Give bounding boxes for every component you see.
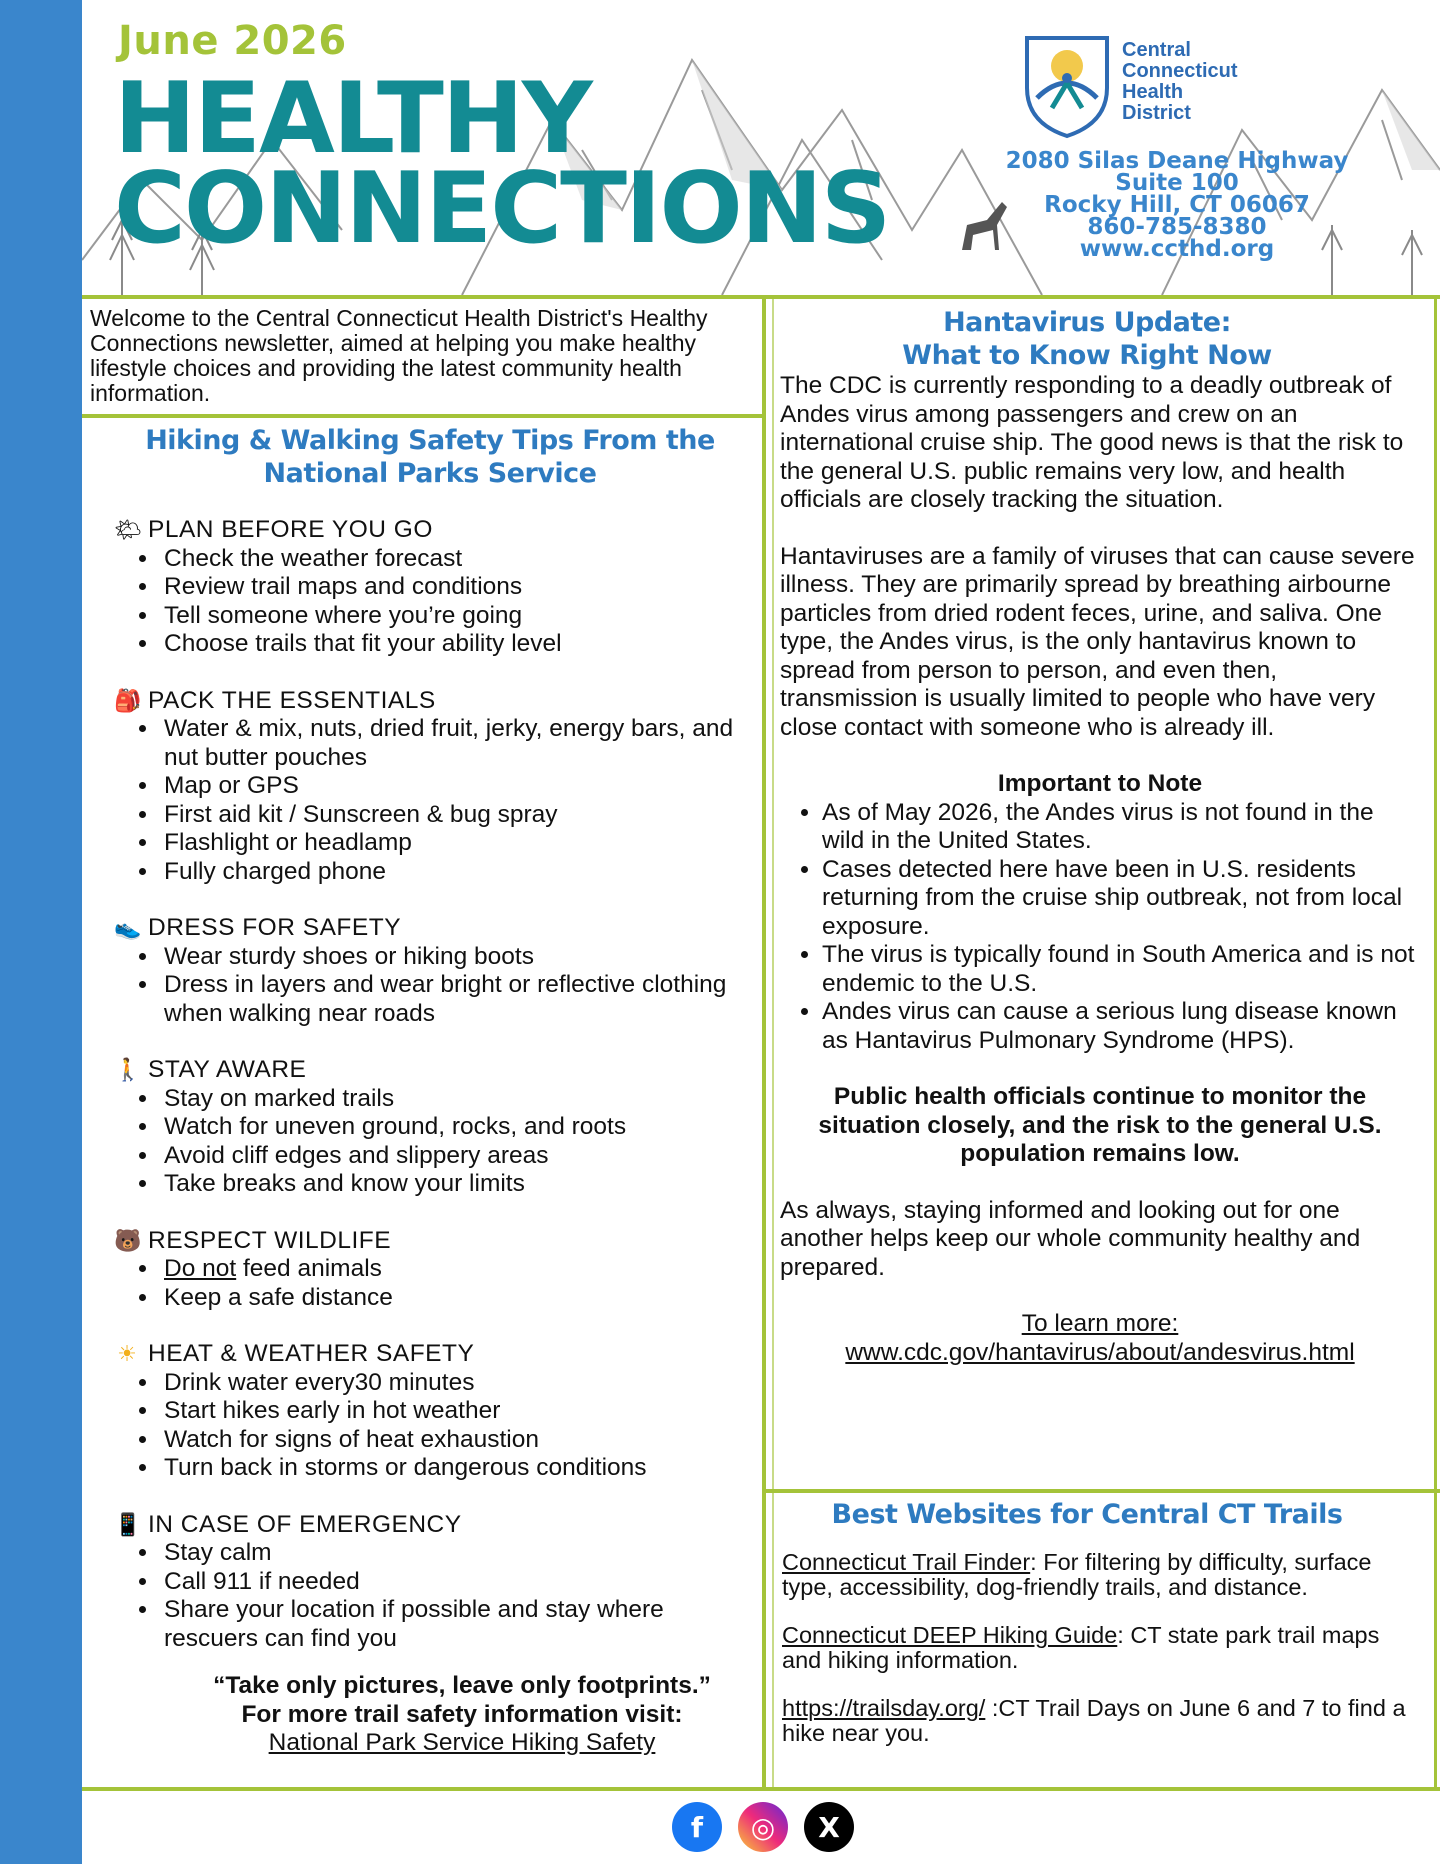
list-item: • Tell someone where you’re going <box>160 602 754 631</box>
hantavirus-title-line1: Hantavirus Update: <box>943 307 1231 338</box>
learn-more <box>780 1310 1420 1367</box>
phone-number: 860-785-8380 <box>1087 214 1267 240</box>
list-item-text: feed animals <box>243 1255 382 1282</box>
list-item: • First aid kit / Sunscreen & bug spray <box>160 801 754 830</box>
org-line: Central <box>1122 39 1191 61</box>
list-item: • Stay on marked trails <box>160 1085 754 1114</box>
list-item: • Dress in layers and wear bright or reflective clothing when walking near roads <box>160 971 754 1028</box>
list-item: • Review trail maps and conditions <box>160 573 754 602</box>
article-paragraph: The CDC is currently responding to a deadly outbreak of Andes virus among passengers and crew on an international cruise ship. The good news is that the risk to the general U.S. public remains very low, and health officials are closely tracking the situation. <box>780 372 1404 513</box>
masthead-title-line2: CONNECTIONS <box>114 152 890 266</box>
org-line: District <box>1122 102 1191 124</box>
nps-hiking-safety-link[interactable]: National Park Service Hiking Safety <box>268 1729 656 1756</box>
issue-month: June 2026 <box>118 18 347 64</box>
tip-group-heat <box>114 1340 754 1483</box>
tip-group-title: PACK THE ESSENTIALS <box>148 686 436 714</box>
x-glyph: X <box>818 1810 840 1844</box>
tip-group-title: IN CASE OF EMERGENCY <box>148 1510 462 1538</box>
website-description: :CT Trail Days on June 6 and 7 to find a hike near you. <box>782 1695 1406 1746</box>
trail-quote: “Take only pictures, leave only footprints.” <box>213 1672 711 1699</box>
tip-group-plan <box>114 516 754 659</box>
list-item: • Drink water every30 minutes <box>160 1369 754 1398</box>
website-description: : For filtering by difficulty, surface type, accessibility, dog-friendly trails, and distance. <box>782 1549 1372 1600</box>
tip-group-title: STAY AWARE <box>148 1056 307 1083</box>
website-entry <box>782 1550 1412 1599</box>
x-icon[interactable] <box>804 1802 854 1852</box>
tip-group-title: DRESS FOR SAFETY <box>148 914 402 941</box>
tip-group-title: HEAT & WEATHER SAFETY <box>148 1340 475 1367</box>
sun-cloud-icon: 🌤 <box>114 517 142 542</box>
hiking-title-line1: Hiking & Walking Safety Tips From the <box>145 425 715 456</box>
article-paragraph: Hantaviruses are a family of viruses that can cause severe illness. They are primarily spread by breathing airbourne particles from dried rodent feces, urine, and saliva. One type, the Andes virus, is the only hantavirus known to spread from person to person, and even then, transmission is usually limited to people who have very close contact with someone who is already ill. <box>780 542 1415 741</box>
org-line: Connecticut <box>1122 60 1238 82</box>
hiking-section-title <box>110 424 750 490</box>
hiking-tips <box>114 516 754 1681</box>
hiking-title-line2: National Parks Service <box>263 458 597 489</box>
organization-name <box>1122 40 1238 124</box>
tip-group-title: RESPECT WILDLIFE <box>148 1226 392 1254</box>
list-item <box>160 1255 754 1284</box>
websites-list <box>782 1550 1412 1769</box>
instagram-glyph: ◎ <box>750 1810 776 1844</box>
list-item: • Turn back in storms or dangerous conditions <box>160 1454 754 1483</box>
org-line: Health <box>1122 81 1184 103</box>
website-description: : CT state park trail maps and hiking information. <box>782 1622 1380 1673</box>
do-not-emphasis: Do not <box>164 1255 237 1282</box>
masthead <box>82 0 1440 295</box>
list-item: • Fully charged phone <box>160 858 754 887</box>
trailsday-link[interactable]: https://trailsday.org/ <box>782 1695 986 1721</box>
contact-address <box>962 150 1392 260</box>
footer-divider <box>82 1787 1440 1791</box>
newsletter-page <box>82 0 1440 1864</box>
bear-icon: 🐻 <box>114 1227 142 1253</box>
facebook-icon[interactable] <box>672 1802 722 1852</box>
header-divider <box>82 295 1440 299</box>
address-line: 2080 Silas Deane Highway <box>1005 148 1349 174</box>
tip-group-emergency <box>114 1511 754 1654</box>
cdc-andes-link[interactable]: www.cdc.gov/hantavirus/about/andesvirus.html <box>845 1338 1355 1366</box>
trail-finder-link[interactable]: Connecticut Trail Finder <box>782 1549 1031 1575</box>
hantavirus-article <box>780 372 1420 1367</box>
note-item: • The virus is typically found in South America and is not endemic to the U.S. <box>822 941 1420 998</box>
closing-paragraph: As always, staying informed and looking out for one another helps keep our whole community healthy and prepared. <box>780 1196 1361 1281</box>
right-edge-divider <box>1434 299 1437 1789</box>
website-entry <box>782 1696 1412 1745</box>
intro-text: Welcome to the Central Connecticut Health District's Healthy Connections newsletter, aimed at helping you make healthy lifestyle choices and providing the latest community health information. <box>90 305 708 406</box>
list-item: • Choose trails that fit your ability level <box>160 630 754 659</box>
backpack-icon: 🎒 <box>114 687 142 713</box>
websites-title: Best Websites for Central CT Trails <box>831 1499 1343 1530</box>
column-divider-inner <box>772 299 774 1789</box>
list-item: • Keep a safe distance <box>160 1284 754 1313</box>
shoe-icon: 👟 <box>114 915 142 940</box>
hantavirus-title-line2: What to Know Right Now <box>902 340 1272 371</box>
note-item: • As of May 2026, the Andes virus is not found in the wild in the United States. <box>822 799 1420 856</box>
tip-group-title: PLAN BEFORE YOU GO <box>148 516 433 543</box>
address-line: Rocky Hill, CT 06067 <box>1044 192 1310 218</box>
websites-divider <box>766 1489 1440 1493</box>
tip-group-wildlife <box>114 1227 754 1313</box>
list-item: • Map or GPS <box>160 772 754 801</box>
column-divider <box>762 299 766 1789</box>
website-entry <box>782 1623 1412 1672</box>
list-item: • Call 911 if needed <box>160 1568 754 1597</box>
intro-divider <box>82 414 762 418</box>
trail-quote-block <box>182 1672 742 1758</box>
tip-group-aware <box>114 1056 754 1199</box>
list-item: • Watch for signs of heat exhaustion <box>160 1426 754 1455</box>
facebook-glyph: f <box>690 1810 704 1844</box>
left-blue-bar <box>0 0 82 1864</box>
important-note-heading: Important to Note <box>997 770 1203 797</box>
social-links <box>672 1802 854 1852</box>
health-district-logo <box>1012 28 1122 140</box>
note-item: • Cases detected here have been in U.S. residents returning from the cruise ship outbreak, not from local exposure. <box>822 856 1420 942</box>
website-link[interactable]: www.ccthd.org <box>1079 236 1275 262</box>
list-item: • Check the weather forecast <box>160 545 754 574</box>
tip-group-dress <box>114 914 754 1028</box>
address-line: Suite 100 <box>1115 170 1239 196</box>
list-item: • Wear sturdy shoes or hiking boots <box>160 943 754 972</box>
tip-group-pack <box>114 687 754 887</box>
masthead-title-line1: HEALTHY <box>114 62 591 176</box>
sun-icon: ☀ <box>117 1341 137 1366</box>
phone-icon: 📱 <box>114 1511 142 1537</box>
list-item: • Flashlight or headlamp <box>160 829 754 858</box>
walker-icon: 🚶 <box>114 1057 142 1082</box>
list-item: • Watch for uneven ground, rocks, and roots <box>160 1113 754 1142</box>
list-item: • Stay calm <box>160 1539 754 1568</box>
list-item: • Start hikes early in hot weather <box>160 1397 754 1426</box>
list-item: • Share your location if possible and stay where rescuers can find you <box>160 1596 754 1653</box>
list-item: • Take breaks and know your limits <box>160 1170 754 1199</box>
instagram-icon[interactable] <box>738 1802 788 1852</box>
list-item: • Water & mix, nuts, dried fruit, jerky, energy bars, and nut butter pouches <box>160 715 754 772</box>
more-info-label: For more trail safety information visit: <box>241 1700 683 1728</box>
deep-hiking-guide-link[interactable]: Connecticut DEEP Hiking Guide <box>782 1622 1118 1648</box>
risk-statement: Public health officials continue to monitor the situation closely, and the risk to the general U.S. population remains low. <box>818 1083 1382 1167</box>
websites-section-title <box>772 1498 1402 1531</box>
learn-more-label: To learn more: <box>1021 1310 1179 1337</box>
hantavirus-section-title <box>772 306 1402 372</box>
list-item: • Avoid cliff edges and slippery areas <box>160 1142 754 1171</box>
note-item: • Andes virus can cause a serious lung disease known as Hantavirus Pulmonary Syndrome (HPS). <box>822 998 1420 1055</box>
